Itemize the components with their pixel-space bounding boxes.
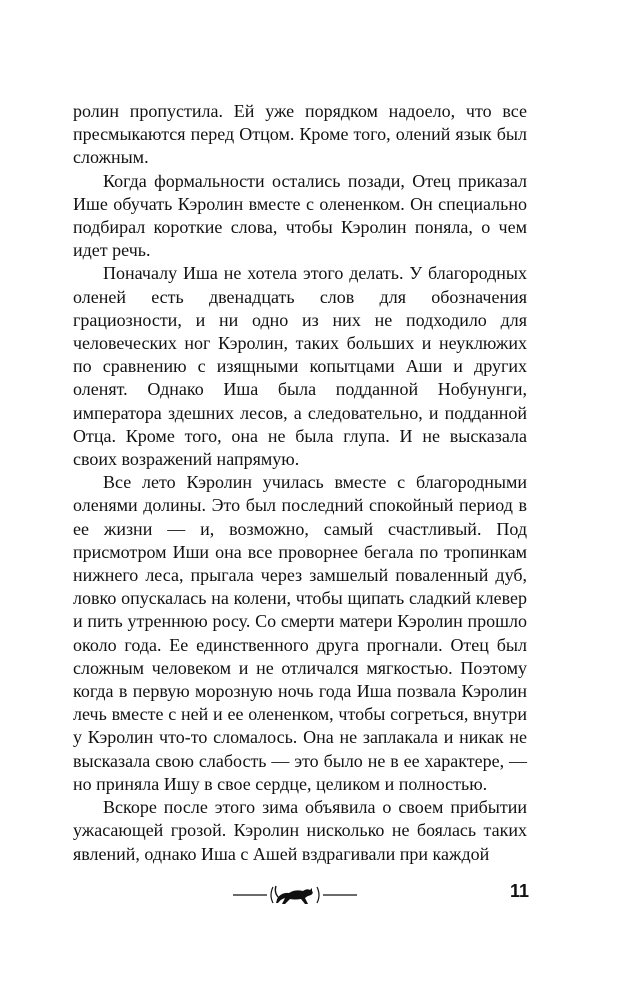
leaping-panther-icon: [233, 875, 357, 915]
paragraph-5: Вскоре после этого зима объявила о своем прибытии ужасающей грозой. Кэролин нисколько не боялась таких явлений, однако Иша с Ашей вздрагивали при каждой: [73, 797, 527, 864]
paragraph-1: ролин пропустила. Ей уже порядком надоело, что все пресмыкаются перед Отцом. Кроме того, олений язык был сложным.: [73, 101, 527, 168]
body-text: [73, 100, 527, 866]
page-footer: [0, 875, 619, 915]
page-number: 11: [509, 881, 529, 901]
paragraph-2: Когда формальности остались позади, Отец приказал Ише обучать Кэролин вместе с олененком. Он специально подбирал короткие слова, чтобы Кэролин поняла, о чем идет речь.: [73, 170, 527, 261]
paragraph-3: Поначалу Иша не хотела этого делать. У благородных оленей есть двенадцать слов для обозначения грациозности, и ни одно из них не подходило для человеческих ног Кэролин, таких больших и неуклюжих по сравнению с изящными копытцами Аши и других оленят. Однако Иша была подданной Нобунунги, императора здешних лесов, а следовательно, и подданной Отца. Кроме того, она не была глупа. И не высказала своих возражений напрямую.: [73, 263, 527, 470]
paragraph-4: Все лето Кэролин училась вместе с благородными оленями долины. Это был последний спокойный период в ее жизни — и, возможно, самый счастливый. Под присмотром Иши она все проворнее бегала по тропинкам нижнего леса, прыгала через замшелый поваленный дуб, ловко опускалась на колени, чтобы щипать сладкий клевер и пить утреннюю росу. Со смерти матери Кэролин прошло около года. Ее единственного друга прогнали. Отец был сложным человеком и не отличался мягкостью. Поэтому когда в первую морозную ночь года Иша позвала Кэролин лечь вместе с ней и ее олененком, чтобы согреться, внутри у Кэролин что-то сломалось. Она не заплакала и никак не высказала свою слабость — это было не в ее характере, — но приняла Ишу в свое сердце, целиком и полностью.: [73, 472, 527, 794]
